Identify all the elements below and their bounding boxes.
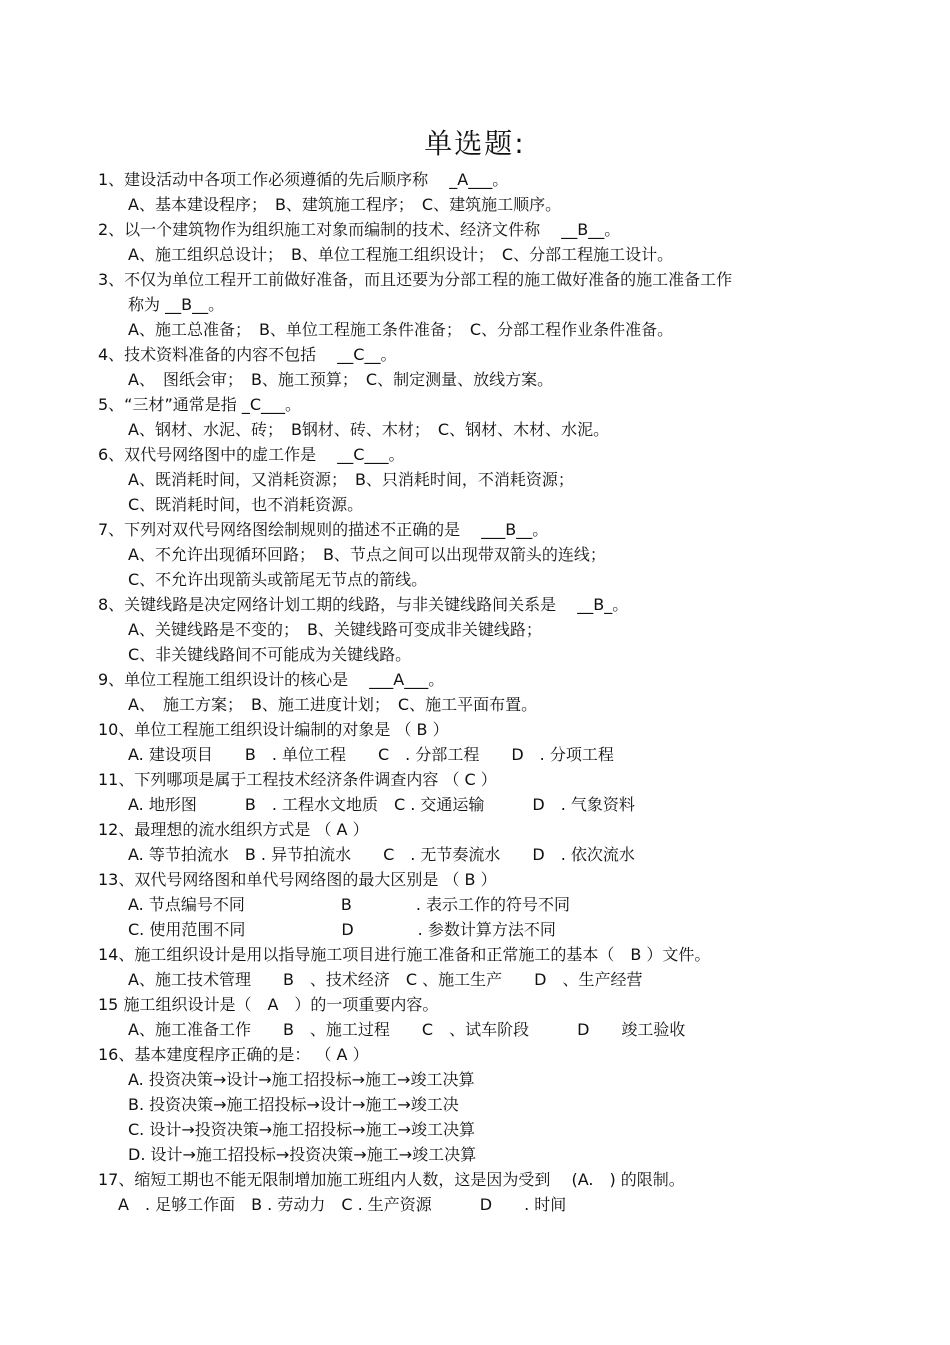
question-line: 2、以一个建筑物作为组织施工对象而编制的技术、经济文件称 __B__。 [98, 220, 621, 239]
question-line: 11、下列哪项是属于工程技术经济条件调查内容 （ C ） [98, 770, 497, 789]
option-line: A. 节点编号不同 B . 表示工作的符号不同 [128, 895, 570, 914]
question-line: 3、不仅为单位工程开工前做好准备，而且还要为分部工程的施工做好准备的施工准备工作 [98, 270, 733, 289]
question-line: 16、基本建度程序正确的是： （ A ） [98, 1045, 369, 1064]
question-line: 5、“三材”通常是指 _C___。 [98, 395, 302, 414]
question-line: 4、技术资料准备的内容不包括 __C__。 [98, 345, 397, 364]
option-line: A、关键线路是不变的； B、关键线路可变成非关键线路； [128, 620, 542, 639]
option-line: C、非关键线路间不可能成为关键线路。 [128, 645, 412, 664]
option-line: A、 图纸会审； B、施工预算； C、制定测量、放线方案。 [128, 370, 554, 389]
option-line: A. 等节拍流水 B . 异节拍流水 C . 无节奏流水 D . 依次流水 [128, 845, 635, 864]
option-line: D. 设计→施工招投标→投资决策→施工→竣工决算 [128, 1145, 477, 1164]
question-line: 8、关键线路是决定网络计划工期的线路，与非关键线路间关系是 __B_。 [98, 595, 629, 614]
option-line: A、施工准备工作 B 、施工过程 C 、试车阶段 D 竣工验收 [128, 1020, 686, 1039]
question-line: 17、缩短工期也不能无限制增加施工班组内人数，这是因为受到 (A. ) 的限制。 [98, 1170, 685, 1189]
question-line: 7、下列对双代号网络图绘制规则的描述不正确的是 ___B__。 [98, 520, 549, 539]
option-line: A、施工组织总设计； B、单位工程施工组织设计； C、分部工程施工设计。 [128, 245, 674, 264]
option-line: C. 设计→投资决策→施工招投标→施工→竣工决算 [128, 1120, 475, 1139]
option-line: A、钢材、水泥、砖； B钢材、砖、木材； C、钢材、木材、水泥。 [128, 420, 610, 439]
option-line: A. 地形图 B . 工程水文地质 C . 交通运输 D . 气象资料 [128, 795, 635, 814]
option-line: A、不允许出现循环回路； B、节点之间可以出现带双箭头的连线； [128, 545, 606, 564]
option-line: 称为 __B__。 [128, 295, 225, 314]
option-line: A. 建设项目 B . 单位工程 C . 分部工程 D . 分项工程 [128, 745, 614, 764]
option-line: A、施工技术管理 B 、技术经济 C 、施工生产 D 、生产经营 [128, 970, 643, 989]
option-line: A、既消耗时间，又消耗资源； B、只消耗时间，不消耗资源； [128, 470, 574, 489]
question-line: 1、建设活动中各项工作必须遵循的先后顺序称 _A___。 [98, 170, 509, 189]
question-line: 15 施工组织设计是（ A ）的一项重要内容。 [98, 995, 439, 1014]
option-line: A. 投资决策→设计→施工招投标→施工→竣工决算 [128, 1070, 475, 1089]
option-line: A、 施工方案； B、施工进度计划； C、施工平面布置。 [128, 695, 538, 714]
option-line: A、施工总准备； B、单位工程施工条件准备； C、分部工程作业条件准备。 [128, 320, 674, 339]
option-line: A、基本建设程序； B、建筑施工程序； C、建筑施工顺序。 [128, 195, 562, 214]
question-line: 13、双代号网络图和单代号网络图的最大区别是 （ B ） [98, 870, 497, 889]
question-line: 6、双代号网络图中的虚工作是 __C___。 [98, 445, 405, 464]
question-line: 14、施工组织设计是用以指导施工项目进行施工准备和正常施工的基本（ B ）文件。 [98, 945, 711, 964]
option-line: C、不允许出现箭头或箭尾无节点的箭线。 [128, 570, 428, 589]
question-line: 9、单位工程施工组织设计的核心是 ___A___。 [98, 670, 445, 689]
option-line: A . 足够工作面 B . 劳动力 C . 生产资源 D . 时间 [118, 1195, 567, 1214]
option-line: C. 使用范围不同 D . 参数计算方法不同 [128, 920, 556, 939]
question-line: 10、单位工程施工组织设计编制的对象是 （ B ） [98, 720, 449, 739]
page-title: 单选题: [424, 127, 526, 160]
option-line: B. 投资决策→施工招投标→设计→施工→竣工决 [128, 1095, 459, 1114]
option-line: C、既消耗时间，也不消耗资源。 [128, 495, 364, 514]
question-line: 12、最理想的流水组织方式是 （ A ） [98, 820, 369, 839]
